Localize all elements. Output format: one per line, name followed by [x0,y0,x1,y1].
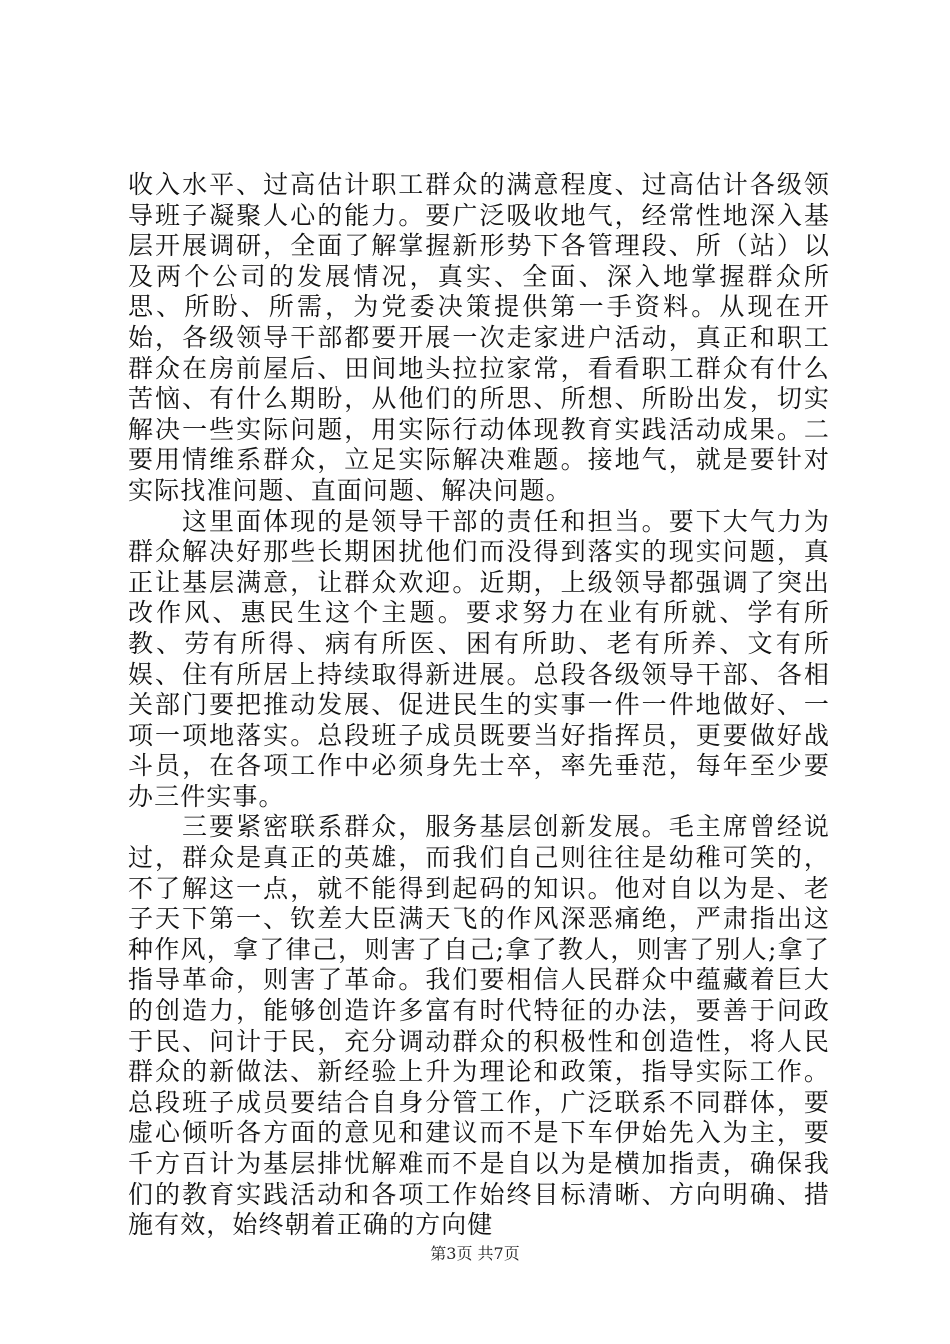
paragraph-2: 这里面体现的是领导干部的责任和担当。要下大气力为群众解决好那些长期困扰他们而没得到落实的现实问题，真正让基层满意，让群众欢迎。近期，上级领导都强调了突出改作风、惠民生这个主题。要求努力在业有所就、学有所教、劳有所得、病有所医、困有所助、老有所养、文有所娱、住有所居上持续取得新进展。总段各级领导干部、各相关部门要把推动发展、促进民生的实事一件一件地做好、一项一项地落实。总段班子成员既要当好指挥员，更要做好战斗员，在各项工作中必须身先士卒，率先垂范，每年至少要办三件实事。 [128,506,830,811]
document-body [128,170,830,1241]
paragraph-1: 收入水平、过高估计职工群众的满意程度、过高估计各级领导班子凝聚人心的能力。要广泛吸收地气，经常性地深入基层开展调研，全面了解掌握新形势下各管理段、所（站）以及两个公司的发展情况，真实、全面、深入地掌握群众所思、所盼、所需，为党委决策提供第一手资料。从现在开始，各级领导干部都要开展一次走家进户活动，真正和职工群众在房前屋后、田间地头拉拉家常，看看职工群众有什么苦恼、有什么期盼，从他们的所思、所想、所盼出发，切实解决一些实际问题，用实际行动体现教育实践活动成果。二要用情维系群众，立足实际解决难题。接地气，就是要针对实际找准问题、直面问题、解决问题。 [128,170,830,505]
paragraph-3: 三要紧密联系群众，服务基层创新发展。毛主席曾经说过，群众是真正的英雄，而我们自己则往往是幼稚可笑的，不了解这一点，就不能得到起码的知识。他对自以为是、老子天下第一、钦差大臣满天飞的作风深恶痛绝，严肃指出这种作风，拿了律己，则害了自己;拿了教人，则害了别人;拿了指导革命，则害了革命。我们要相信人民群众中蕴藏着巨大的创造力，能够创造许多富有时代特征的办法，要善于问政于民、问计于民，充分调动群众的积极性和创造性，将人民群众的新做法、新经验上升为理论和政策，指导实际工作。总段班子成员要结合自身分管工作，广泛联系不同群体，要虚心倾听各方面的意见和建议而不是下车伊始先入为主，要千方百计为基层排忧解难而不是自以为是横加指责，确保我们的教育实践活动和各项工作始终目标清晰、方向明确、措施有效，始终朝着正确的方向健 [128,812,830,1240]
page-number-footer: 第3页 共7页 [430,1244,520,1263]
